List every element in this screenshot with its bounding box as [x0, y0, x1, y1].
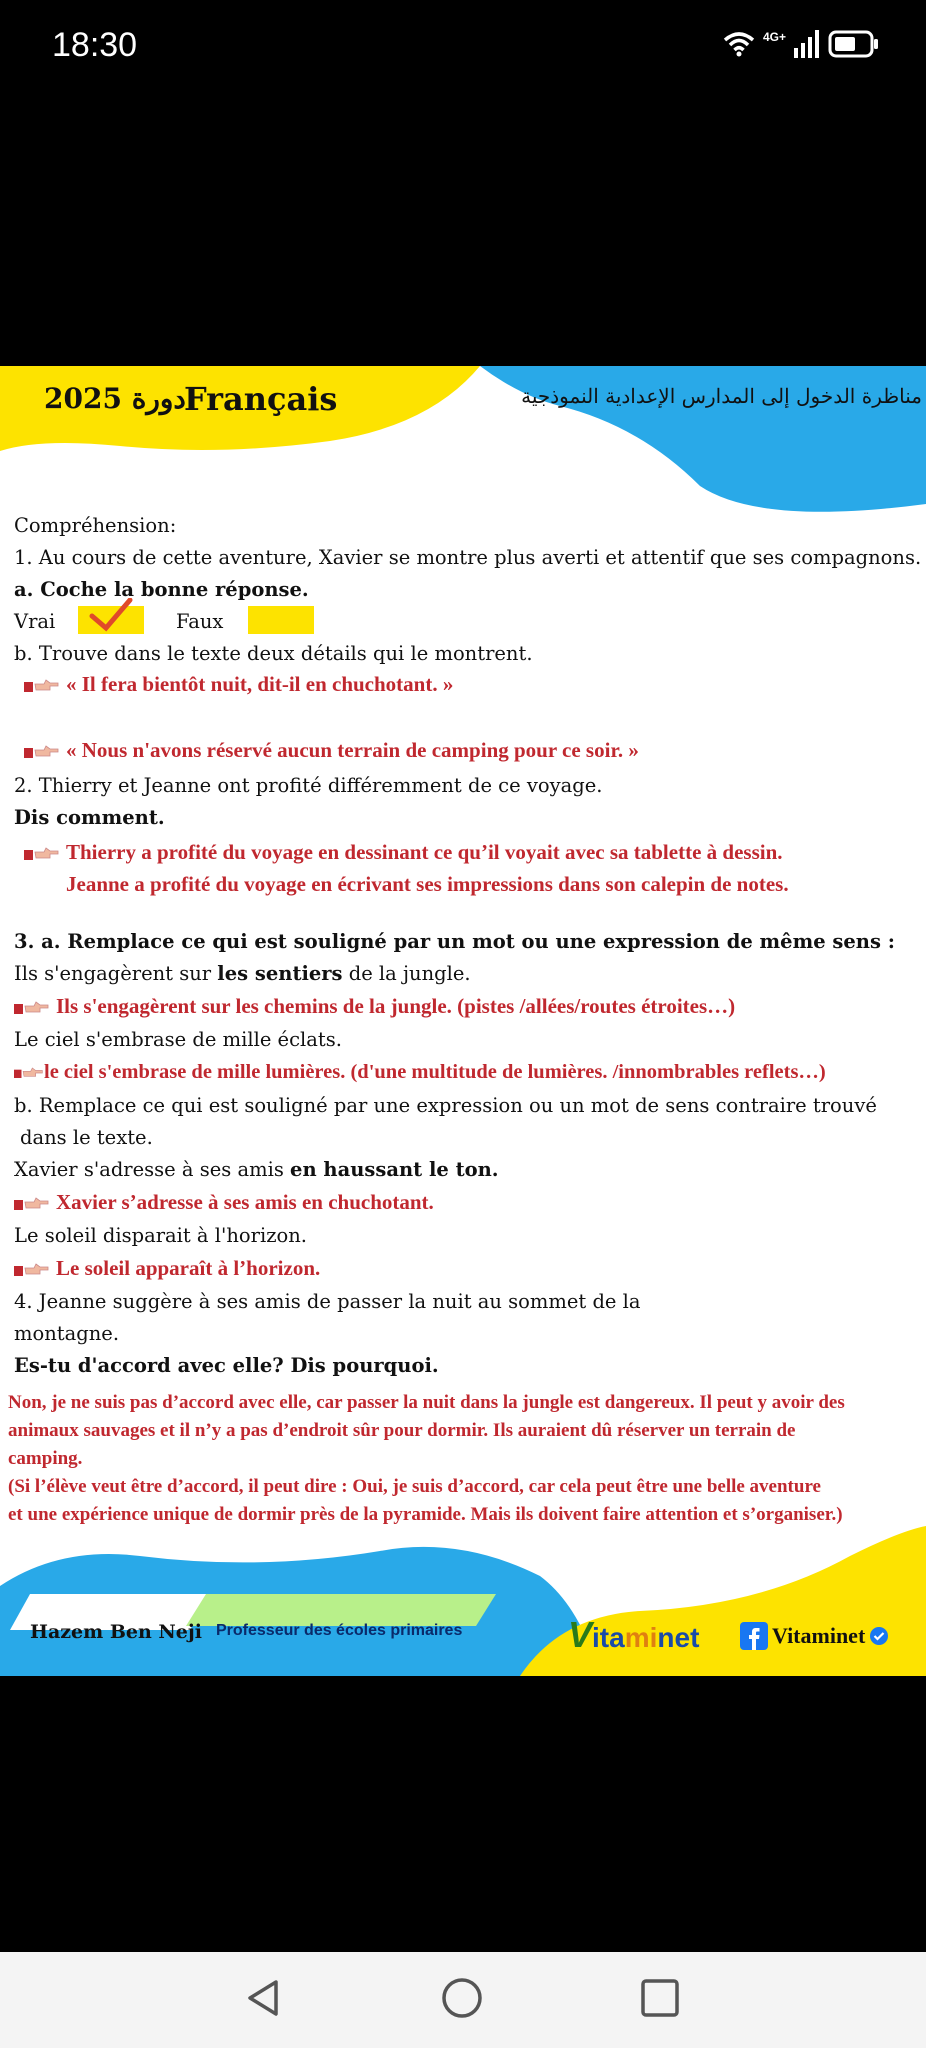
question-4: 4. Jeanne suggère à ses amis de passer la nuit au sommet de la — [14, 1290, 641, 1313]
subject-title: Français — [184, 380, 338, 418]
question-3b-cont: dans le texte. — [20, 1126, 153, 1149]
vrai-label: Vrai — [14, 610, 56, 633]
arabic-title: مناظرة الدخول إلى المدارس الإعدادية النموذجية — [521, 384, 922, 408]
answer-4-line5: et une expérience unique de dormir près de la pyramide. Mais ils doivent faire attention et s’organiser.) — [8, 1504, 843, 1525]
answer-3a-2: le ciel s'embrase de mille lumières. (d'une multitude de lumières. /innombrables reflets…) — [44, 1061, 826, 1083]
back-icon[interactable] — [242, 1976, 286, 2020]
exam-year: 2025 دورة — [44, 382, 186, 415]
navigation-bar — [0, 1952, 926, 2048]
question-4-cont: montagne. — [14, 1322, 120, 1345]
answer-2-jeanne: Jeanne a profité du voyage en écrivant ses impressions dans son calepin de notes. — [66, 872, 789, 896]
answer-4-line1: Non, je ne suis pas d’accord avec elle, car passer la nuit dans la jungle est dangereux. Il peut y avoir des — [8, 1392, 845, 1413]
document-page — [0, 366, 926, 1676]
battery-icon — [828, 30, 880, 58]
answer-row — [24, 840, 783, 865]
footer-banner — [0, 1526, 926, 1676]
facebook-page[interactable] — [740, 1622, 889, 1650]
vrai-checkbox[interactable] — [78, 606, 144, 634]
sentence-3a-2: Le ciel s'embrase de mille éclats. — [14, 1028, 342, 1051]
pointing-hand-icon — [24, 742, 60, 762]
answer-row — [14, 994, 735, 1019]
instruction-1b: b. Trouve dans le texte deux détails qui le montrent. — [14, 642, 533, 665]
pointing-hand-icon — [24, 676, 60, 696]
answer-4-line4: (Si l’élève veut être d’accord, il peut dire : Oui, je suis d’accord, car cela peut être une belle aventure — [8, 1476, 821, 1497]
question-3a: 3. a. Remplace ce qui est souligné par un mot ou une expression de même sens : — [14, 930, 895, 953]
instruction-2: Dis comment. — [14, 806, 165, 829]
answer-row — [24, 738, 639, 763]
checkmark-icon — [78, 598, 144, 632]
status-icons — [723, 30, 880, 58]
question-2: 2. Thierry et Jeanne ont profité différemment de ce voyage. — [14, 774, 603, 797]
pointing-hand-icon — [14, 1260, 50, 1280]
faux-checkbox[interactable] — [248, 606, 314, 634]
signal-icon — [794, 30, 820, 58]
instruction-1a: a. Coche la bonne réponse. — [14, 578, 309, 601]
instruction-4: Es-tu d'accord avec elle? Dis pourquoi. — [14, 1354, 439, 1377]
answer-row — [14, 1190, 434, 1215]
answer-row — [14, 1060, 826, 1084]
question-1: 1. Au cours de cette aventure, Xavier se montre plus averti et attentif que ses compagnons. — [14, 546, 922, 569]
answer-4-line3: camping. — [8, 1448, 83, 1469]
answer-4-line2: animaux sauvages et il n’y a pas d’endroit sûr pour dormir. Ils auraient dû réserver un terrain de — [8, 1420, 796, 1441]
author-name: Hazem Ben Neji — [30, 1621, 202, 1643]
section-title: Compréhension: — [14, 514, 177, 537]
clock: 18:30 — [52, 26, 138, 64]
question-3b: b. Remplace ce qui est souligné par une expression ou un mot de sens contraire trouvé — [14, 1094, 877, 1117]
wifi-icon — [723, 30, 755, 58]
status-bar — [0, 0, 926, 100]
author-role: Professeur des écoles primaires — [216, 1622, 463, 1639]
pointing-hand-icon — [24, 844, 60, 864]
vitaminet-logo: Vitaminet — [568, 1614, 700, 1655]
home-icon[interactable] — [440, 1976, 484, 2020]
sentence-3b-1: Xavier s'adresse à ses amis en haussant le ton. — [14, 1158, 499, 1181]
sentence-3a-1: Ils s'engagèrent sur les sentiers de la jungle. — [14, 962, 471, 985]
pointing-hand-icon — [14, 1194, 50, 1214]
pointing-hand-icon — [14, 998, 50, 1018]
verified-icon — [869, 1626, 889, 1646]
answer-3b-2: Le soleil apparaît à l’horizon. — [56, 1256, 321, 1280]
pointing-hand-icon — [14, 1063, 44, 1083]
answer-row — [24, 672, 453, 697]
faux-label: Faux — [176, 610, 224, 633]
network-label: 4G+ — [762, 30, 786, 44]
answer-1b-2: « Nous n'avons réservé aucun terrain de camping pour ce soir. » — [66, 738, 639, 762]
answer-2-thierry: Thierry a profité du voyage en dessinant ce qu’il voyait avec sa tablette à dessin. — [66, 840, 783, 864]
sentence-3b-2: Le soleil disparait à l'horizon. — [14, 1224, 307, 1247]
answer-3a-1: Ils s'engagèrent sur les chemins de la jungle. (pistes /allées/routes étroites…) — [56, 994, 736, 1018]
answer-3b-1: Xavier s’adresse à ses amis en chuchotant. — [56, 1190, 434, 1214]
facebook-name: Vitaminet — [772, 1623, 866, 1648]
recents-icon[interactable] — [638, 1976, 682, 2020]
answer-1b-1: « Il fera bientôt nuit, dit-il en chuchotant. » — [66, 672, 454, 696]
answer-row — [14, 1256, 320, 1281]
facebook-icon — [740, 1622, 768, 1650]
